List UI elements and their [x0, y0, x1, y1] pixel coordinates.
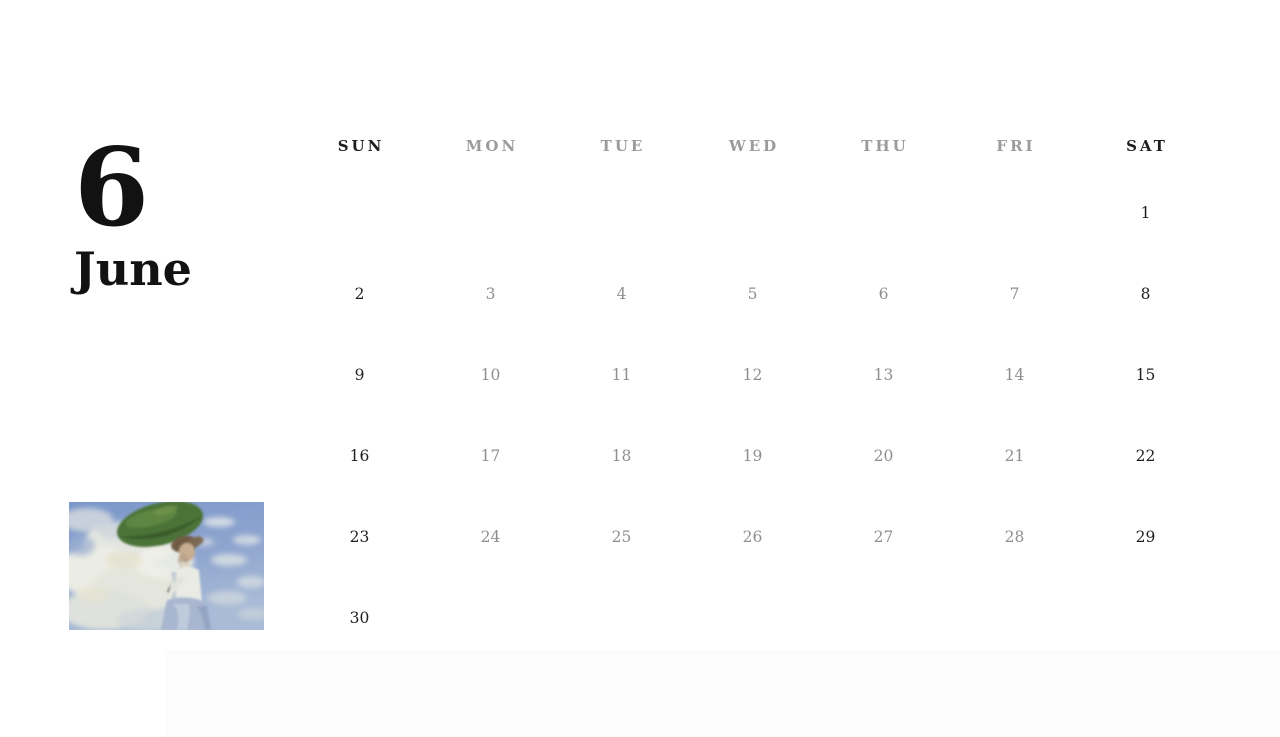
day-cell — [949, 577, 1080, 658]
day-cell — [687, 172, 818, 253]
day-cell — [818, 577, 949, 658]
day-cell: 25 — [611, 527, 632, 546]
day-cell — [556, 172, 687, 253]
day-cell — [949, 172, 1080, 253]
day-cell: 28 — [1004, 527, 1025, 546]
week-row-2 — [294, 253, 1211, 334]
day-cell: 29 — [1135, 527, 1156, 546]
day-cell: 1 — [1140, 203, 1151, 222]
day-cell: 5 — [747, 284, 758, 303]
weekday-header-row — [294, 120, 1211, 172]
day-cell: 3 — [485, 284, 496, 303]
day-cell: 2 — [354, 284, 365, 303]
day-cell: 21 — [1004, 446, 1025, 465]
day-cell: 26 — [742, 527, 763, 546]
day-cell: 11 — [611, 365, 632, 384]
month-name: June — [74, 242, 192, 296]
day-cell: 27 — [873, 527, 894, 546]
weekday-header-fri: FRI — [996, 137, 1036, 155]
day-cell: 7 — [1009, 284, 1020, 303]
day-cell — [687, 577, 818, 658]
weekday-header-wed: WED — [728, 137, 780, 155]
day-cell: 12 — [742, 365, 763, 384]
day-cell: 9 — [354, 365, 365, 384]
day-cell — [425, 172, 556, 253]
weekday-header-tue: TUE — [600, 137, 646, 155]
day-cell: 17 — [480, 446, 501, 465]
month-number: 6 — [74, 125, 150, 251]
woman-with-parasol-painting — [69, 502, 264, 630]
day-cell: 8 — [1140, 284, 1151, 303]
day-cell: 14 — [1004, 365, 1025, 384]
day-cell: 23 — [349, 527, 370, 546]
day-cell: 20 — [873, 446, 894, 465]
day-cell: 6 — [878, 284, 889, 303]
day-cell — [425, 577, 556, 658]
day-cell: 24 — [480, 527, 501, 546]
weekday-header-sat: SAT — [1126, 137, 1168, 155]
footer-shade — [165, 650, 1280, 737]
day-cell: 10 — [480, 365, 501, 384]
weekday-header-thu: THU — [861, 137, 909, 155]
day-cell — [1080, 577, 1211, 658]
week-row-3 — [294, 334, 1211, 415]
weekday-header-mon: MON — [465, 137, 519, 155]
week-row-4 — [294, 415, 1211, 496]
week-row-6 — [294, 577, 1211, 658]
day-cell: 13 — [873, 365, 894, 384]
day-cell: 16 — [349, 446, 370, 465]
day-cell — [818, 172, 949, 253]
calendar — [294, 120, 1211, 658]
day-cell: 19 — [742, 446, 763, 465]
day-cell: 18 — [611, 446, 632, 465]
day-cell: 22 — [1135, 446, 1156, 465]
day-cell: 30 — [349, 608, 370, 627]
week-row-5 — [294, 496, 1211, 577]
day-cell — [556, 577, 687, 658]
week-row-1 — [294, 172, 1211, 253]
day-cell — [294, 172, 425, 253]
day-cell: 15 — [1135, 365, 1156, 384]
weekday-header-sun: SUN — [337, 137, 385, 155]
day-cell: 4 — [616, 284, 627, 303]
